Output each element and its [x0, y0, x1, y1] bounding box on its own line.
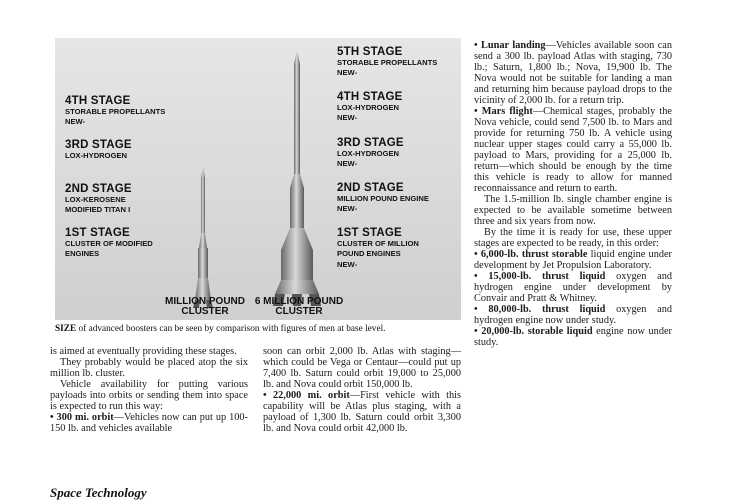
bullet-paragraph: • 80,000-lb. thrust liquid oxygen and hydrogen engine now under study. — [474, 304, 672, 326]
label-2nd-stage-left: 2ND STAGE LOX-KEROSENE MODIFIED TITAN I — [65, 183, 132, 215]
paragraph: By the time it is ready for use, these upper stages are expected to be ready, in this order: — [474, 227, 672, 249]
paragraph: soon can orbit 2,000 lb. Atlas with staging—which could be Vega or Centaur—could put up 7,400 lb. Saturn could orbit 19,000 to 25,000 lb. and Nova could orbit 150,000 lb. — [263, 346, 461, 390]
label-1st-stage-left: 1ST STAGE CLUSTER OF MODIFIED ENGINES — [65, 227, 153, 259]
bullet-paragraph: • 300 mi. orbit—Vehicles now can put up 100-150 lb. and vehicles available — [50, 412, 248, 434]
bullet-paragraph: • Lunar landing—Vehicles available soon can send a 300 lb. payload Atlas with staging, 730 lb.; Saturn, 1,800 lb.; Nova, 19,900 lb. The Nova would not be suitable for landing a man and returning him because payload drops to the vicinity of 2,000 lb. for a return trip. — [474, 40, 672, 106]
figure-caption: SIZE of advanced boosters can be seen by comparison with figures of men at base level. — [55, 324, 386, 334]
paragraph: Vehicle availability for putting various payloads into orbits or sending them into space is expected to run this way: — [50, 379, 248, 412]
paragraph: They probably would be placed atop the six million lb. cluster. — [50, 357, 248, 379]
text-column-3 — [474, 40, 672, 348]
bullet-paragraph: • 6,000-lb. thrust storable liquid engine under development by Jet Propulsion Laboratory. — [474, 249, 672, 271]
paragraph: The 1.5-million lb. single chamber engine is expected to be available sometime between three and six years from now. — [474, 194, 672, 227]
label-2nd-stage-right: 2ND STAGE MILLION POUND ENGINE NEW- — [337, 182, 429, 214]
text-column-2 — [263, 346, 461, 434]
rocket-illustration — [55, 38, 461, 320]
bullet-paragraph: • 15,000-lb. thrust liquid oxygen and hydrogen engine under development by Convair and Pratt & Whitney. — [474, 271, 672, 304]
label-4th-stage-right: 4TH STAGE LOX-HYDROGEN NEW- — [337, 91, 403, 123]
text-column-1 — [50, 346, 248, 434]
booster-figure — [55, 38, 461, 320]
label-million-pound-cluster: MILLION POUND CLUSTER — [165, 296, 245, 317]
label-1st-stage-right: 1ST STAGE CLUSTER OF MILLION POUND ENGINES NEW- — [337, 227, 419, 269]
section-footer: Space Technology — [50, 485, 147, 500]
bullet-paragraph: • 22,000 mi. orbit—First vehicle with this capability will be Atlas plus staging, with a payload of 1,300 lb. Saturn could orbit 3,300 lb. and Nova could orbit 42,000 lb. — [263, 390, 461, 434]
label-3rd-stage-left: 3RD STAGE LOX-HYDROGEN — [65, 139, 132, 161]
label-3rd-stage-right: 3RD STAGE LOX-HYDROGEN NEW- — [337, 137, 404, 169]
label-4th-stage-left: 4TH STAGE STORABLE PROPELLANTS NEW- — [65, 95, 166, 127]
bullet-paragraph: • 20,000-lb. storable liquid engine now under study. — [474, 326, 672, 348]
label-6-million-pound-cluster: 6 MILLION POUND CLUSTER — [254, 296, 344, 317]
label-5th-stage-right: 5TH STAGE STORABLE PROPELLANTS NEW- — [337, 46, 438, 78]
paragraph: is aimed at eventually providing these stages. — [50, 346, 237, 357]
bullet-paragraph: • Mars flight—Chemical stages, probably the Nova vehicle, could send 7,500 lb. to Mars and provide for returning 750 lb. A vehicle using nuclear upper stages could carry a 55,000 lb. payload to Mars, providing for a 25,000 lb. return—which should be enough by the time this vehicle is ready to allow for manned reconnaissance and return to earth. — [474, 106, 672, 194]
